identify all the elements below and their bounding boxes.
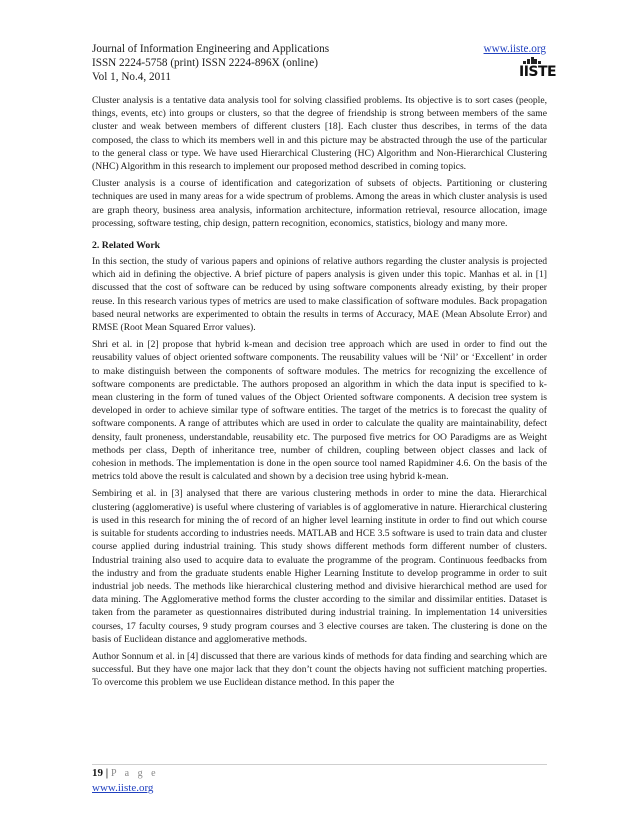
intro-paragraph-1: Cluster analysis is a tentative data analysis tool for solving classified problems. Its objective is to sort cases (people, things, events, etc) into groups or clusters, so that the degree of friendship is strong between members of the same cluster and weak between members of different clusters [18]. Each cluster thus describes, in terms of the data composed, the class to which its members well in and this picture may be abstracted through the use of the particular to the general class or type. We have used Hierarchical Clustering (HC) Algorithm and Non-Hierarchical Clustering (NHC) Algorithm in this research to implement our proposed method described in coming topics. bbox=[92, 95, 547, 173]
page-footer bbox=[92, 766, 159, 795]
logo-text: IISTE bbox=[519, 64, 557, 80]
article-body bbox=[92, 94, 547, 690]
footer-website-link[interactable]: www.iiste.org bbox=[92, 782, 154, 794]
intro-paragraph-2: Cluster analysis is a course of identification and categorization of subsets of objects. Partitioning or clustering techniques are used in many areas for a wide spectrum of problems. Among the areas in which cluster analysis is used are graph theory, business area analysis, information architecture, information retrieval, resource allocation, image processing, software testing, chip design, pattern recognition, economics, statistics, biology and many more. bbox=[92, 178, 547, 229]
journal-title: Journal of Information Engineering and Applications bbox=[92, 43, 330, 55]
issn-line: ISSN 2224-5758 (print) ISSN 2224-896X (online) bbox=[92, 57, 318, 69]
journal-header bbox=[92, 42, 557, 88]
related-paragraph-4: Author Sonnum et al. in [4] discussed that there are various kinds of methods for data finding and searching which are successful. But they have one major lack that they don’t count the objects having not sufficient matching properties. To overcome this problem we use Euclidean distance method. In this paper the bbox=[92, 650, 547, 689]
page-number: 19 bbox=[92, 767, 103, 779]
footer-divider bbox=[92, 764, 547, 765]
volume-line: Vol 1, No.4, 2011 bbox=[92, 71, 171, 83]
section-heading-related-work: 2. Related Work bbox=[92, 240, 161, 252]
related-paragraph-1: In this section, the study of various papers and opinions of relative authors regarding the cluster analysis is projected which aid in defining the objective. A brief picture of papers analysis is given under this topic. Manhas et al. in [1] discussed that the cost of software can be reduced by using software components already existing, by their proper reuse. In this research various types of metrics are used to make classification of software modules. Back propagation based neural networks are experimented to obtain the results in terms of Accuracy, MAE (Mean Absolute Error) and RMSE (Root Mean Squared Error values). bbox=[92, 256, 547, 334]
paper-page bbox=[92, 42, 557, 694]
iiste-logo bbox=[519, 57, 557, 81]
header-website-link[interactable]: www.iiste.org bbox=[483, 43, 546, 55]
logo-bars-icon bbox=[523, 57, 541, 64]
related-paragraph-3: Sembiring et al. in [3] analysed that there are various clustering methods in order to mine the data. Hierarchical clustering (agglomerative) is useful where clustering of variables is of agglomerative in nature. Hierarchical clustering is used in this research for mining the of record of an higher level learning institute in order to find out which course is suitable for students according to industries needs. MATLAB and HCE 3.5 software is used to train data and cluster course applied during industrial training. This study shows different methods form different number of clusters. Industrial training also used to acquire data to evaluate the programme of the program. Continuous feedbacks from the industry and from the graduate students enable Higher Learning Institute to develop programme in order to suit industrial job needs. The methods like hierarchical clustering method and divisive hierarchical method are used for data mining. The Agglomerative method forms the cluster according to the similar and dissimilar entities. Dataset is taken from the parameter as questionnaires distributed during industrial training. In implementation 14 universities courses, 17 faculty courses, 9 study program courses and 3 elective courses are taken. The clustering is done on the basis of Euclidean distance and agglomerative methods. bbox=[92, 488, 547, 645]
page-word: P a g e bbox=[110, 768, 159, 779]
page-separator: | bbox=[105, 767, 109, 779]
related-paragraph-2: Shri et al. in [2] propose that hybrid k-mean and decision tree approach which are used in order to find out the reusability values of object oriented software components. The reusability values will be ‘Nil’ or ‘Excellent’ in order to make distinguish between the components of software modules. The metrics for recognizing the excellence of software components are predictable. The authors proposed an algorithm in which the data input is specified to k-mean clustering in the form of tuned values of the Object Oriented software components. A decision tree system is developed in order to achieve similar type of software entities. The target of the metrics is to forecast the quality of software components. A range of attributes which are used in order to calculate the quality are maintainability, defect density, fault proneness, understandable, reusability etc. The purposed five metrics for OO Paradigms are as Weight methods per class, Depth of inheritance tree, number of children, coupling between object classes and lack of cohesion in methods. The implementation is done in the open source tool named Rapidminer 4.6. On the basis of the metrics told above the result is calculated and shown by a decision tree using hybrid k-mean. bbox=[92, 339, 547, 483]
